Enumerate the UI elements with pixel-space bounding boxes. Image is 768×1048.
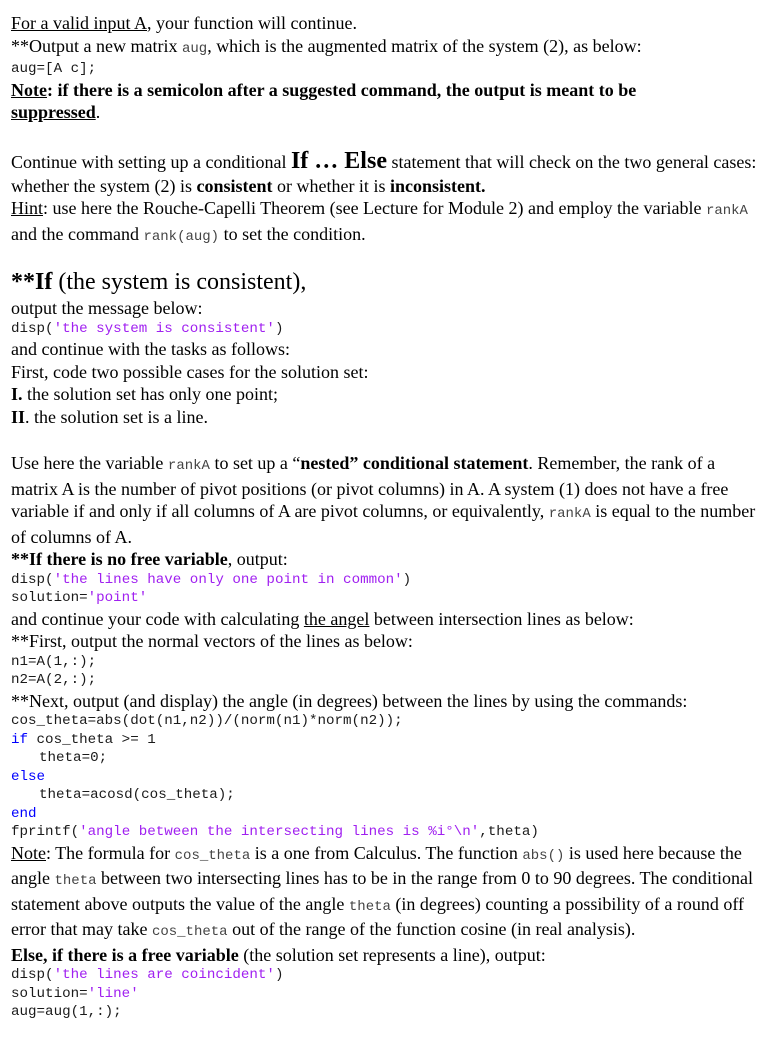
no-free-variable-line: **If there is no free variable, output: [11, 549, 288, 569]
code-solution-line: solution='line' [11, 985, 139, 1002]
valid-input-lead: For a valid input A [11, 13, 147, 33]
output-message-line: output the message below: [11, 298, 203, 318]
formula-note-paragraph: Note: The formula for cos_theta is a one from Calculus. The function abs() is used here because the angle theta between two intersecting lines has to be in the range from 0 to 90 degrees. The conditional statement above outputs the value of the angle theta (in degrees) counting a possibility of a round off error that may take cos_theta out of the range of the function cosine (in real analysis). [11, 842, 753, 940]
code-disp-point: disp('the lines have only one point in common') [11, 571, 412, 588]
semicolon-note: Note: if there is a semicolon after a suggested command, the output is meant to be suppressed. [11, 79, 637, 122]
code-solution-point: solution='point' [11, 590, 148, 606]
document-body [11, 12, 761, 1022]
valid-input-line: For a valid input A, your function will continue. [11, 13, 357, 33]
code-if: if cos_theta >= 1 [11, 731, 156, 748]
angle-continue-line: and continue your code with calculating the angel between intersection lines as below: [11, 608, 634, 629]
code-cos-theta: cos_theta=abs(dot(n1,n2))/(norm(n1)*norm(n2)); [11, 713, 403, 729]
if-else-heading: If … Else [290, 147, 387, 174]
normal-vectors-line: **First, output the normal vectors of the lines as below: [11, 631, 413, 651]
code-n2: n2=A(2,:); [11, 672, 97, 688]
code-disp-coincident: disp('the lines are coincident') [11, 967, 284, 983]
case-one: I. the solution set has only one point; [11, 384, 278, 404]
hint-label: Hint [11, 198, 44, 218]
case-two: II. the solution set is a line. [11, 406, 208, 427]
code-fprintf: fprintf('angle between the intersecting lines is %i°\n',theta) [11, 824, 539, 840]
code-aug-row: aug=aug(1,:); [11, 1004, 122, 1020]
code-end: end [11, 805, 37, 822]
note-label: Note [11, 79, 47, 100]
free-variable-line: Else, if there is a free variable (the solution set represents a line), output: [11, 944, 546, 965]
nested-conditional-paragraph: Use here the variable rankA to set up a “nested” conditional statement. Remember, the rank of a matrix A is the number of pivot positions (or pivot columns) in A. A system (1) does not have a free variable if and only if all columns of A are pivot columns, or equivalently, rankA is equal to the number of columns of A. [11, 453, 756, 547]
inline-code-aug: aug [181, 40, 208, 57]
angle-commands-line: **Next, output (and display) the angle (in degrees) between the lines by using the commands: [11, 690, 688, 711]
code-theta-zero: theta=0; [39, 750, 108, 766]
hint-paragraph: Hint: use here the Rouche-Capelli Theorem (see Lecture for Module 2) and employ the variable rankA and the command rank(aug) to set the condition. [11, 198, 748, 245]
continue-tasks-line: and continue with the tasks as follows: [11, 339, 290, 359]
two-cases-line: First, code two possible cases for the solution set: [11, 361, 369, 382]
code-n1: n1=A(1,:); [11, 653, 97, 670]
aug-output-line: **Output a new matrix aug, which is the augmented matrix of the system (2), as below: [11, 35, 642, 57]
if-consistent-heading: **If (the system is consistent), [11, 269, 307, 295]
code-else: else [11, 768, 46, 785]
code-disp-consistent: disp('the system is consistent') [11, 320, 284, 337]
code-aug: aug=[A c]; [11, 61, 97, 77]
conditional-paragraph: Continue with setting up a conditional If … Else statement that will check on the two general cases: whether the system (2) is consistent or whether it is inconsistent. [11, 147, 757, 196]
code-theta-acosd: theta=acosd(cos_theta); [39, 787, 235, 803]
